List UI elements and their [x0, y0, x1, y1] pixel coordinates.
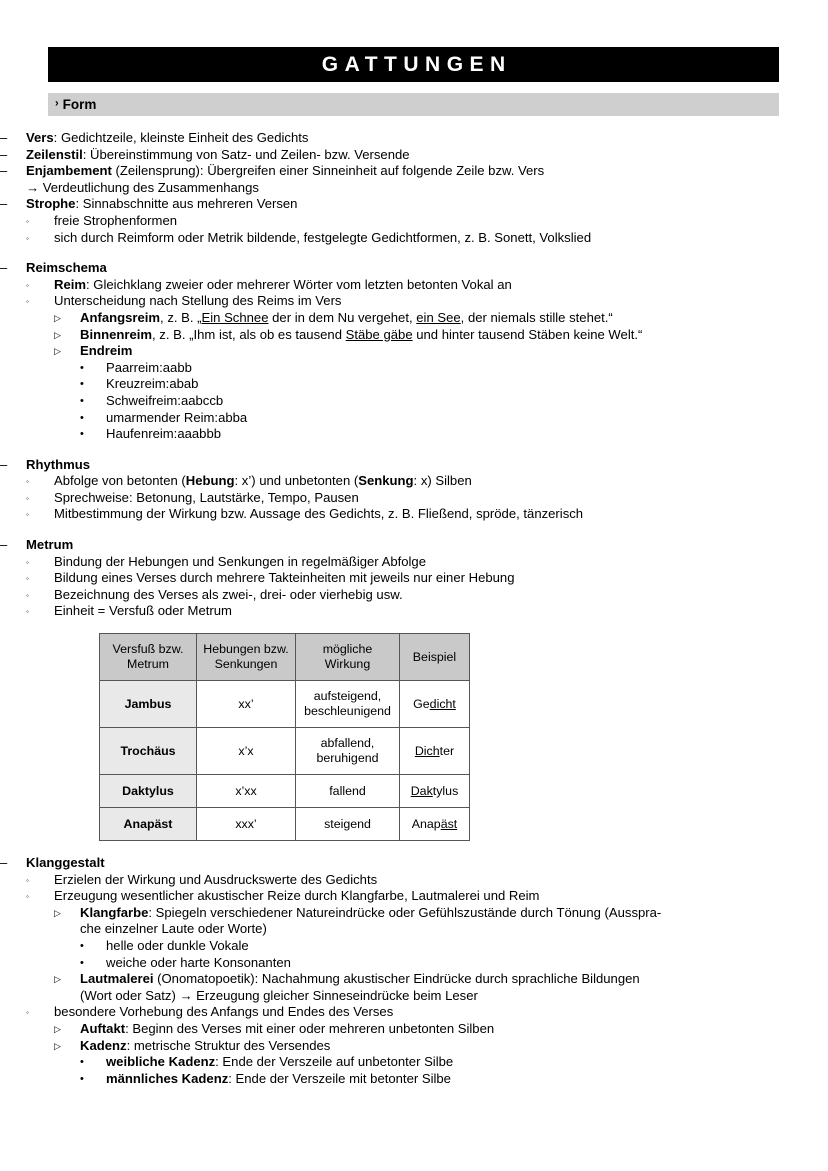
- list-item-klanggestalt: [0, 855, 828, 1087]
- metrum-item-2: Bezeichnung des Verses als zwei-, drei- oder vierhebig usw.: [54, 586, 403, 602]
- metrum-list: [0, 537, 828, 620]
- rhythmus-item-0: Sprechweise: Betonung, Lautstärke, Tempo, Pausen: [54, 489, 359, 505]
- list-item-zeilenstil: [0, 147, 828, 164]
- spacer: [0, 523, 828, 537]
- endreim-value-0: aabb: [162, 359, 192, 375]
- list-item-rhythmus: [0, 457, 828, 523]
- zeilenstil-term: Zeilenstil: [26, 146, 83, 162]
- kadenz-sub-0-rest: : Ende der Verszeile auf unbetonter Silbe: [215, 1054, 454, 1070]
- dash-bullet-icon: –: [0, 130, 8, 145]
- table-row: [100, 775, 470, 808]
- beispiel-stressed-syllable: dicht: [429, 696, 456, 711]
- strophe-rest: : Sinnabschnitte aus mehreren Versen: [75, 196, 298, 212]
- list-item: [26, 603, 828, 620]
- klangfarbe-rest: : Spiegeln verschiedener Natureindrücke oder Gefühlszustände durch Tönung (Ausspra-: [148, 904, 662, 920]
- reim-rest: : Gleichklang zweier oder mehrerer Wörter vom letzten betonten Vokal an: [86, 276, 512, 292]
- abfolge-p3: : x) Silben: [413, 473, 472, 489]
- table-cell-beispiel: [400, 775, 470, 808]
- table-cell-pattern: xxx’: [197, 808, 296, 841]
- list-item: [26, 570, 828, 587]
- reim-text: [54, 277, 828, 294]
- vorhebung-sublist: [54, 1021, 828, 1087]
- table-header-versfuss: Versfuß bzw. Metrum: [100, 634, 197, 681]
- endreim-name-0: Paarreim:: [106, 359, 163, 375]
- list-item: [80, 393, 828, 410]
- dot-bullet-icon: •: [80, 394, 84, 407]
- triangle-bullet-icon: ▷: [54, 974, 61, 985]
- dot-bullet-icon: •: [80, 361, 84, 374]
- spacer: [0, 443, 828, 457]
- dash-bullet-icon: –: [0, 260, 8, 276]
- reimschema-sublist: [26, 277, 828, 443]
- circle-bullet-icon: ◦: [26, 1008, 29, 1018]
- chevron-right-icon: ›: [55, 97, 59, 110]
- endreim-name-3: umarmender Reim:: [106, 409, 219, 425]
- reim-term: Reim: [54, 276, 87, 292]
- endreim-row: [106, 410, 828, 427]
- triangle-bullet-icon: ▷: [54, 346, 61, 357]
- triangle-bullet-icon: ▷: [54, 907, 61, 918]
- page-title: GATTUNGEN: [321, 53, 512, 76]
- abfolge-text: [54, 473, 828, 490]
- beispiel-stressed-syllable: Dich: [414, 743, 440, 758]
- beispiel-pre: Ge: [413, 696, 430, 711]
- rhythmus-heading: Rhythmus: [26, 456, 91, 472]
- circle-bullet-icon: ◦: [26, 590, 29, 600]
- senkung-term: Senkung: [358, 473, 414, 489]
- vorhebung-text: besondere Vorhebung des Anfangs und Endes des Verses: [54, 1004, 394, 1020]
- beispiel-post: ter: [439, 743, 455, 758]
- dash-bullet-icon: –: [0, 855, 8, 871]
- reimschema-heading: Reimschema: [26, 260, 107, 276]
- document-content: [0, 130, 828, 1087]
- klangfarbe-sublist: [80, 938, 828, 971]
- klanggestalt-heading: Klanggestalt: [26, 855, 105, 871]
- anfangsreim-text: [80, 310, 828, 327]
- erzielen-text: Erzielen der Wirkung und Ausdruckswerte des Gedichts: [54, 871, 378, 887]
- circle-bullet-icon: ◦: [26, 892, 29, 902]
- circle-bullet-icon: ◦: [26, 297, 29, 307]
- endreim-value-2: aabccb: [180, 392, 224, 408]
- klangfarbe-term: Klangfarbe: [80, 904, 149, 920]
- list-item-vers: [0, 130, 828, 147]
- circle-bullet-icon: ◦: [26, 574, 29, 584]
- table-cell-beispiel: [400, 728, 470, 775]
- kadenz-sub-0: [106, 1054, 828, 1071]
- list-item-erzielen: [26, 872, 828, 889]
- list-item: [26, 587, 828, 604]
- metrum-item-0: Bindung der Hebungen und Senkungen in regelmäßiger Abfolge: [54, 553, 426, 569]
- table-row: [100, 681, 470, 728]
- dash-bullet-icon: –: [0, 196, 8, 212]
- vers-term: Vers: [26, 130, 54, 145]
- dash-bullet-icon: –: [0, 456, 8, 472]
- lautmalerei-rest: (Onomatopoetik): Nachahmung akustischer Eindrücke durch sprachliche Bildungen: [153, 971, 640, 987]
- beispiel-post: tylus: [432, 783, 459, 798]
- table-cell-beispiel: [400, 808, 470, 841]
- reimarten-list: [54, 310, 828, 443]
- circle-bullet-icon: ◦: [26, 216, 29, 226]
- kadenz-sub-1-rest: : Ende der Verszeile mit betonter Silbe: [228, 1070, 451, 1086]
- kadenz-sub-1-term: männliches Kadenz: [106, 1070, 229, 1086]
- kadenz-rest: : metrische Struktur des Versendes: [126, 1037, 331, 1053]
- endreim-name-1: Kreuzreim:: [106, 376, 170, 392]
- list-item-reim: [26, 277, 828, 294]
- spacer: [0, 246, 828, 260]
- endreim-name-4: Haufenreim:: [106, 426, 178, 442]
- abfolge-p1: Abfolge von betonten (: [54, 473, 186, 489]
- enjambement-continuation: → Verdeutlichung des Zusammenhangs: [26, 179, 259, 195]
- endreim-value-4: aaabbb: [177, 426, 222, 442]
- abfolge-p2: : x’) und unbetonten (: [234, 473, 359, 489]
- vers-rest: : Gedichtzeile, kleinste Einheit des Gedichts: [53, 130, 309, 145]
- document-title-banner: [48, 47, 779, 82]
- spacer: [0, 841, 828, 855]
- dot-bullet-icon: •: [80, 1072, 84, 1085]
- auftakt-term: Auftakt: [80, 1020, 126, 1036]
- list-item-kadenz: [54, 1038, 828, 1088]
- list-item: [26, 213, 828, 230]
- strophe-sublist: [26, 213, 828, 246]
- kadenz-sublist: [80, 1054, 828, 1087]
- anfangsreim-underline-1: Ein Schnee: [201, 309, 269, 325]
- klanggestalt-list: [0, 855, 828, 1087]
- table-cell-pattern: xx’: [197, 681, 296, 728]
- endreim-value-3: abba: [218, 409, 248, 425]
- vers-text: [26, 130, 828, 147]
- circle-bullet-icon: ◦: [26, 510, 29, 520]
- list-item: [26, 230, 828, 247]
- table-header-row: [100, 634, 470, 681]
- form-list: [0, 130, 828, 246]
- dash-bullet-icon: –: [0, 146, 8, 162]
- list-item-strophe: [0, 196, 828, 246]
- list-item: [80, 360, 828, 377]
- zeilenstil-rest: : Übereinstimmung von Satz- und Zeilen- bzw. Versende: [82, 146, 410, 162]
- list-item-unterscheidung: [26, 293, 828, 442]
- circle-bullet-icon: ◦: [26, 280, 29, 290]
- triangle-bullet-icon: ▷: [54, 312, 61, 323]
- endreim-value-1: abab: [169, 376, 199, 392]
- strophe-text: [26, 196, 828, 213]
- lautmalerei-term: Lautmalerei: [80, 971, 154, 987]
- table-header-hebungen: Hebungen bzw. Senkungen: [197, 634, 296, 681]
- metrum-item-1: Bildung eines Verses durch mehrere Takteinheiten mit jeweils nur einer Hebung: [54, 570, 515, 586]
- list-item-erzeugung: [26, 888, 828, 1004]
- table-cell-wirkung: fallend: [296, 775, 400, 808]
- table-cell-wirkung: abfallend, beruhigend: [296, 728, 400, 775]
- circle-bullet-icon: ◦: [26, 875, 29, 885]
- list-item: [26, 506, 828, 523]
- kadenz-sub-1: [106, 1071, 828, 1088]
- list-item-vorhebung: [26, 1004, 828, 1087]
- table-cell-wirkung: aufsteigend, beschleunigend: [296, 681, 400, 728]
- list-item: [80, 955, 828, 972]
- binnenreim-pre: , z. B. „Ihm ist, als ob es tausend: [152, 326, 346, 342]
- zeilenstil-text: [26, 147, 828, 164]
- anfangsreim-underline-2: ein See: [416, 309, 461, 325]
- table-header-wirkung: mögliche Wirkung: [296, 634, 400, 681]
- table-row: [100, 808, 470, 841]
- enjambement-text: [26, 163, 828, 180]
- binnenreim-text: [80, 327, 828, 344]
- list-item-binnenreim: [54, 327, 828, 344]
- metrum-table-wrapper: [99, 633, 469, 841]
- list-item-lautmalerei: [54, 971, 828, 1004]
- list-item-reimschema: [0, 260, 828, 443]
- kadenz-term: Kadenz: [80, 1037, 127, 1053]
- metrum-heading: Metrum: [26, 537, 74, 553]
- dash-bullet-icon: –: [0, 537, 8, 553]
- triangle-bullet-icon: ▷: [54, 329, 61, 340]
- reimschema-list: [0, 260, 828, 443]
- table-header-beispiel: Beispiel: [400, 634, 470, 681]
- endreim-row: [106, 376, 828, 393]
- endreim-heading: Endreim: [80, 343, 133, 359]
- enjambement-term: Enjambement: [26, 163, 112, 179]
- list-item: [80, 938, 828, 955]
- list-item: [26, 554, 828, 571]
- table-cell-metrum: Anapäst: [100, 808, 197, 841]
- circle-bullet-icon: ◦: [26, 233, 29, 243]
- anfangsreim-post: , der niemals stille stehet.“: [460, 309, 613, 325]
- dash-bullet-icon: –: [0, 163, 8, 179]
- table-cell-metrum: Daktylus: [100, 775, 197, 808]
- dot-bullet-icon: •: [80, 956, 84, 969]
- list-item-anfangsreim: [54, 310, 828, 327]
- rhythmus-item-1: Mitbestimmung der Wirkung bzw. Aussage des Gedichts, z. B. Fließend, spröde, tänzerisch: [54, 506, 584, 522]
- list-item: [80, 1071, 828, 1088]
- dot-bullet-icon: •: [80, 411, 84, 424]
- circle-bullet-icon: ◦: [26, 477, 29, 487]
- dot-bullet-icon: •: [80, 940, 84, 952]
- strophe-sub-0: freie Strophenformen: [54, 212, 178, 228]
- list-item: [80, 426, 828, 443]
- endreim-row: [106, 393, 828, 410]
- anfangsreim-pre: , z. B. „: [160, 309, 202, 325]
- binnenreim-underline-1: Stäbe gäbe: [345, 326, 413, 342]
- list-item-klangfarbe: [54, 905, 828, 971]
- table-cell-pattern: x’xx: [197, 775, 296, 808]
- auftakt-rest: : Beginn des Verses mit einer oder mehreren unbetonten Silben: [125, 1020, 495, 1036]
- binnenreim-term: Binnenreim: [80, 326, 153, 342]
- klangfarbe-sub-0: helle oder dunkle Vokale: [106, 938, 249, 953]
- dot-bullet-icon: •: [80, 1056, 84, 1069]
- kadenz-sub-0-term: weibliche Kadenz: [106, 1054, 216, 1070]
- strophe-sub-1: sich durch Reimform oder Metrik bildende, festgelegte Gedichtformen, z. B. Sonett, Volkslied: [54, 229, 592, 245]
- list-item: [80, 410, 828, 427]
- table-row: [100, 728, 470, 775]
- list-item-metrum: [0, 537, 828, 620]
- list-item-abfolge: [26, 473, 828, 490]
- list-item: [80, 376, 828, 393]
- circle-bullet-icon: ◦: [26, 557, 29, 567]
- lautmalerei-continuation: (Wort oder Satz) → Erzeugung gleicher Sinneseindrücke beim Leser: [80, 987, 478, 1003]
- lautmalerei-text: [80, 971, 828, 988]
- section-header-label: Form: [62, 96, 97, 112]
- table-cell-beispiel: [400, 681, 470, 728]
- triangle-bullet-icon: ▷: [54, 1023, 61, 1034]
- klangfarbe-continuation: che einzelner Laute oder Worte): [80, 921, 267, 937]
- klang-detail-list: [54, 905, 828, 1005]
- hebung-term: Hebung: [185, 473, 235, 489]
- metrum-sublist: [26, 554, 828, 620]
- anfangsreim-mid: der in dem Nu vergehet,: [268, 309, 417, 325]
- metrum-table: [99, 633, 470, 841]
- klanggestalt-sublist: [26, 872, 828, 1088]
- endreim-row: [106, 360, 828, 377]
- table-cell-wirkung: steigend: [296, 808, 400, 841]
- table-cell-pattern: x’x: [197, 728, 296, 775]
- list-item: [80, 1054, 828, 1071]
- section-header-form: [48, 93, 779, 116]
- kadenz-text: [80, 1038, 828, 1055]
- triangle-bullet-icon: ▷: [54, 1040, 61, 1051]
- endreim-types-list: [80, 360, 828, 443]
- beispiel-stressed-syllable: Dak: [410, 783, 433, 798]
- table-cell-metrum: Trochäus: [100, 728, 197, 775]
- metrum-item-3: Einheit = Versfuß oder Metrum: [54, 603, 232, 619]
- table-cell-metrum: Jambus: [100, 681, 197, 728]
- binnenreim-post: und hinter tausend Stäben keine Welt.“: [412, 326, 643, 342]
- list-item: [26, 490, 828, 507]
- auftakt-text: [80, 1021, 828, 1038]
- dot-bullet-icon: •: [80, 428, 84, 441]
- list-item-enjambement: [0, 163, 828, 196]
- beispiel-pre: Anap: [411, 816, 441, 831]
- endreim-row: [106, 426, 828, 443]
- circle-bullet-icon: ◦: [26, 493, 29, 503]
- enjambement-rest: (Zeilensprung): Übergreifen einer Sinneinheit auf folgende Zeile bzw. Vers: [111, 163, 545, 179]
- list-item-auftakt: [54, 1021, 828, 1038]
- dot-bullet-icon: •: [80, 378, 84, 391]
- strophe-term: Strophe: [26, 196, 76, 212]
- endreim-name-2: Schweifreim:: [106, 392, 181, 408]
- rhythmus-list: [0, 457, 828, 523]
- klangfarbe-text: [80, 905, 828, 922]
- klangfarbe-sub-1: weiche oder harte Konsonanten: [106, 954, 291, 970]
- unterscheidung-text: Unterscheidung nach Stellung des Reims im Vers: [54, 293, 342, 309]
- list-item-endreim: [54, 343, 828, 443]
- anfangsreim-term: Anfangsreim: [80, 309, 161, 325]
- rhythmus-sublist: [26, 473, 828, 523]
- circle-bullet-icon: ◦: [26, 607, 29, 617]
- beispiel-stressed-syllable: äst: [440, 816, 458, 831]
- erzeugung-text: Erzeugung wesentlicher akustischer Reize durch Klangfarbe, Lautmalerei und Reim: [54, 888, 540, 904]
